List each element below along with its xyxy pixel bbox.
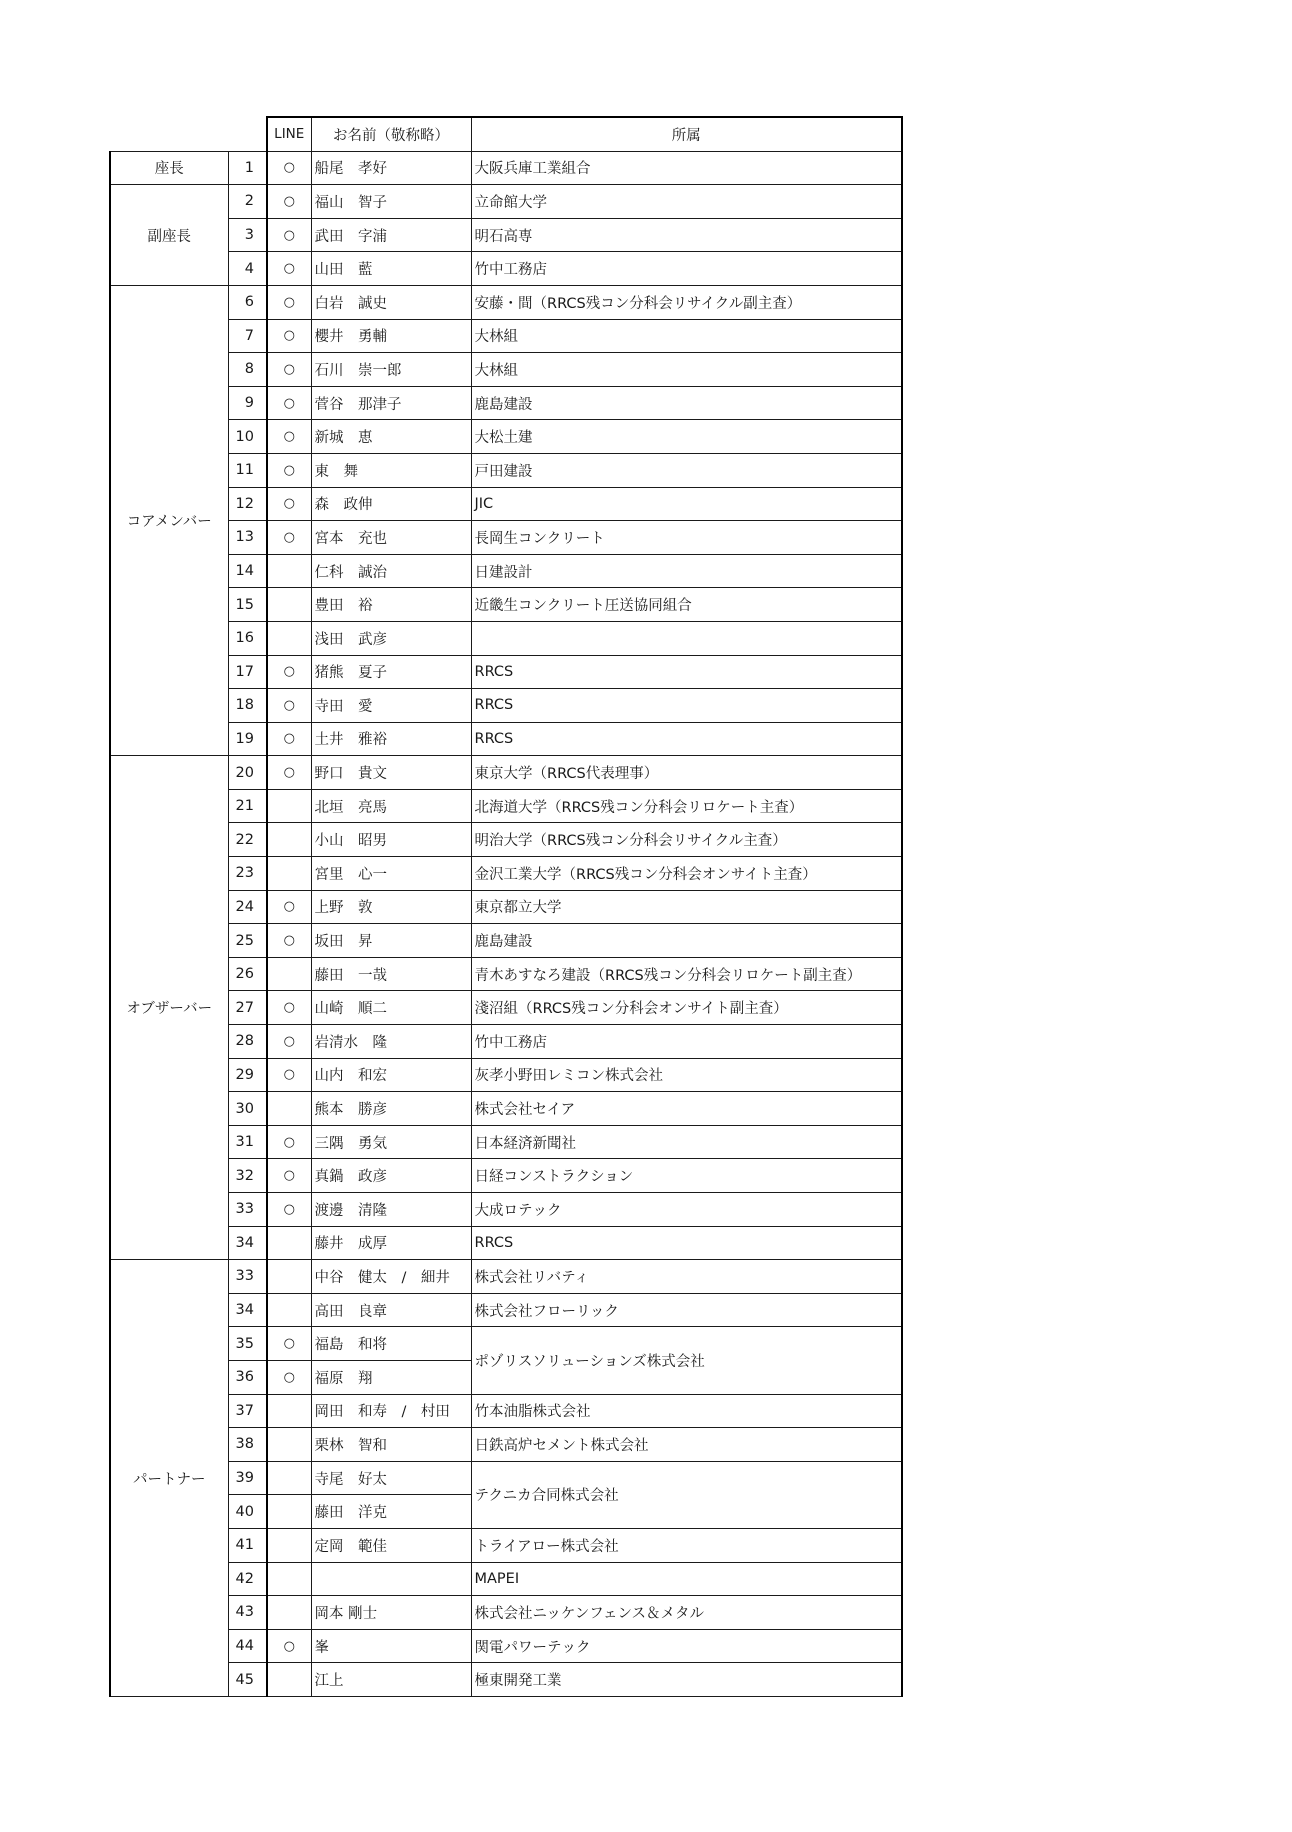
name-cell: 岡田 和寿 / 村田 — [311, 1394, 471, 1428]
number-cell: 32 — [228, 1159, 267, 1193]
name-cell: 藤田 一哉 — [311, 957, 471, 991]
affiliation-cell: 日建設計 — [471, 554, 902, 588]
table-row — [110, 756, 902, 790]
number-cell: 9 — [228, 386, 267, 420]
affiliation-cell: 竹本油脂株式会社 — [471, 1394, 902, 1428]
table-row — [110, 621, 902, 655]
name-cell: 福島 和将 — [311, 1327, 471, 1361]
affiliation-cell: 青木あすなろ建設（RRCS残コン分科会リロケート副主査） — [471, 957, 902, 991]
affiliation-cell: 明治大学（RRCS残コン分科会リサイクル主査） — [471, 823, 902, 857]
line-cell: ○ — [267, 722, 311, 756]
table-row — [110, 722, 902, 756]
number-cell: 15 — [228, 588, 267, 622]
number-cell: 39 — [228, 1461, 267, 1495]
table-row — [110, 487, 902, 521]
table-row — [110, 789, 902, 823]
name-cell: 山内 和宏 — [311, 1058, 471, 1092]
table-row — [110, 1159, 902, 1193]
table-row — [110, 1629, 902, 1663]
number-cell: 42 — [228, 1562, 267, 1596]
number-cell: 19 — [228, 722, 267, 756]
line-cell — [267, 1562, 311, 1596]
table-row — [110, 1663, 902, 1697]
affiliation-cell: RRCS — [471, 655, 902, 689]
affiliation-cell: 東京大学（RRCS代表理事） — [471, 756, 902, 790]
name-cell: 森 政伸 — [311, 487, 471, 521]
line-cell: ○ — [267, 1327, 311, 1361]
affiliation-cell: 日鉄高炉セメント株式会社 — [471, 1428, 902, 1462]
number-cell: 29 — [228, 1058, 267, 1092]
affiliation-cell: 灰孝小野田レミコン株式会社 — [471, 1058, 902, 1092]
name-cell: 浅田 武彦 — [311, 621, 471, 655]
line-cell — [267, 1596, 311, 1630]
number-cell: 43 — [228, 1596, 267, 1630]
number-cell: 33 — [228, 1193, 267, 1227]
table-row — [110, 353, 902, 387]
name-cell: 三隅 勇気 — [311, 1125, 471, 1159]
number-cell: 34 — [228, 1226, 267, 1260]
number-cell: 28 — [228, 1025, 267, 1059]
name-cell: 宮本 充也 — [311, 521, 471, 555]
affiliation-cell: JIC — [471, 487, 902, 521]
line-cell: ○ — [267, 1125, 311, 1159]
affiliation-cell: 金沢工業大学（RRCS残コン分科会オンサイト主査） — [471, 857, 902, 891]
number-cell: 11 — [228, 453, 267, 487]
line-cell: ○ — [267, 1629, 311, 1663]
affiliation-cell: 安藤・間（RRCS残コン分科会リサイクル副主査） — [471, 285, 902, 319]
affiliation-cell: MAPEI — [471, 1562, 902, 1596]
table-row — [110, 1125, 902, 1159]
affiliation-cell: 大林組 — [471, 353, 902, 387]
number-cell: 20 — [228, 756, 267, 790]
line-cell: ○ — [267, 252, 311, 286]
table-row — [110, 823, 902, 857]
affiliation-cell: RRCS — [471, 1226, 902, 1260]
name-cell: 櫻井 勇輔 — [311, 319, 471, 353]
name-cell: 藤田 洋克 — [311, 1495, 471, 1529]
affiliation-cell: 明石高専 — [471, 218, 902, 252]
affiliation-cell: 大阪兵庫工業組合 — [471, 151, 902, 185]
name-cell: 豊田 裕 — [311, 588, 471, 622]
number-cell: 41 — [228, 1528, 267, 1562]
affiliation-cell: 鹿島建設 — [471, 924, 902, 958]
name-cell: 土井 雅裕 — [311, 722, 471, 756]
line-cell: ○ — [267, 1360, 311, 1394]
number-cell: 22 — [228, 823, 267, 857]
table-row — [110, 1461, 902, 1495]
name-cell: 坂田 昇 — [311, 924, 471, 958]
role-cell: オブザーバー — [110, 756, 228, 1260]
affiliation-cell: 大林組 — [471, 319, 902, 353]
line-cell — [267, 1428, 311, 1462]
table-row — [110, 588, 902, 622]
table-row — [110, 924, 902, 958]
role-cell: コアメンバー — [110, 285, 228, 755]
line-cell: ○ — [267, 521, 311, 555]
table-row — [110, 319, 902, 353]
number-cell: 13 — [228, 521, 267, 555]
table-row — [110, 1428, 902, 1462]
line-cell — [267, 1528, 311, 1562]
line-cell — [267, 1461, 311, 1495]
table-row — [110, 1293, 902, 1327]
affiliation-cell: 大成ロテック — [471, 1193, 902, 1227]
role-cell: 副座長 — [110, 185, 228, 286]
name-cell: 峯 — [311, 1629, 471, 1663]
line-cell — [267, 588, 311, 622]
affiliation-cell: RRCS — [471, 689, 902, 723]
name-cell: 白岩 誠史 — [311, 285, 471, 319]
number-cell: 3 — [228, 218, 267, 252]
name-cell: 福山 智子 — [311, 185, 471, 219]
affiliation-cell: 株式会社ニッケンフェンス＆メタル — [471, 1596, 902, 1630]
number-cell: 6 — [228, 285, 267, 319]
table-row — [110, 453, 902, 487]
table-row — [110, 1562, 902, 1596]
line-cell: ○ — [267, 353, 311, 387]
name-cell: 栗林 智和 — [311, 1428, 471, 1462]
member-roster-table — [109, 116, 903, 1697]
table-row — [110, 689, 902, 723]
name-cell: 寺田 愛 — [311, 689, 471, 723]
table-row — [110, 1025, 902, 1059]
number-cell: 24 — [228, 890, 267, 924]
affiliation-cell: 淺沼組（RRCS残コン分科会オンサイト副主査） — [471, 991, 902, 1025]
name-cell: 渡邊 清隆 — [311, 1193, 471, 1227]
number-cell: 34 — [228, 1293, 267, 1327]
name-cell: 寺尾 好太 — [311, 1461, 471, 1495]
table-row — [110, 655, 902, 689]
affiliation-cell: 長岡生コンクリート — [471, 521, 902, 555]
name-cell: 高田 良章 — [311, 1293, 471, 1327]
line-cell — [267, 1293, 311, 1327]
name-cell: 船尾 孝好 — [311, 151, 471, 185]
affiliation-cell: 極東開発工業 — [471, 1663, 902, 1697]
number-cell: 16 — [228, 621, 267, 655]
number-cell: 25 — [228, 924, 267, 958]
name-cell: 東 舞 — [311, 453, 471, 487]
header-line: LINE — [267, 117, 311, 151]
name-cell: 北垣 亮馬 — [311, 789, 471, 823]
line-cell: ○ — [267, 487, 311, 521]
role-cell: パートナー — [110, 1260, 228, 1697]
affiliation-cell: トライアロー株式会社 — [471, 1528, 902, 1562]
number-cell: 44 — [228, 1629, 267, 1663]
line-cell: ○ — [267, 924, 311, 958]
line-cell: ○ — [267, 319, 311, 353]
header-name: お名前（敬称略） — [311, 117, 471, 151]
number-cell: 10 — [228, 420, 267, 454]
affiliation-cell: 日経コンストラクション — [471, 1159, 902, 1193]
number-cell: 45 — [228, 1663, 267, 1697]
name-cell: 仁科 誠治 — [311, 554, 471, 588]
line-cell: ○ — [267, 218, 311, 252]
line-cell — [267, 1226, 311, 1260]
table-row — [110, 1260, 902, 1294]
name-cell: 山崎 順二 — [311, 991, 471, 1025]
affiliation-cell: RRCS — [471, 722, 902, 756]
number-cell: 31 — [228, 1125, 267, 1159]
name-cell: 熊本 勝彦 — [311, 1092, 471, 1126]
affiliation-cell: 北海道大学（RRCS残コン分科会リロケート主査） — [471, 789, 902, 823]
table-row — [110, 218, 902, 252]
name-cell: 定岡 範佳 — [311, 1528, 471, 1562]
line-cell: ○ — [267, 756, 311, 790]
affiliation-cell: 戸田建設 — [471, 453, 902, 487]
affiliation-cell: 大松土建 — [471, 420, 902, 454]
table-row — [110, 420, 902, 454]
table-row — [110, 1058, 902, 1092]
name-cell: 石川 崇一郎 — [311, 353, 471, 387]
affiliation-cell: 立命館大学 — [471, 185, 902, 219]
name-cell — [311, 1562, 471, 1596]
affiliation-cell: 竹中工務店 — [471, 252, 902, 286]
line-cell — [267, 789, 311, 823]
line-cell: ○ — [267, 991, 311, 1025]
table-row — [110, 285, 902, 319]
number-cell: 4 — [228, 252, 267, 286]
table-row — [110, 1596, 902, 1630]
line-cell: ○ — [267, 1025, 311, 1059]
line-cell: ○ — [267, 151, 311, 185]
table-row — [110, 151, 902, 185]
number-cell: 36 — [228, 1360, 267, 1394]
table-row — [110, 521, 902, 555]
affiliation-cell: 関電パワーテック — [471, 1629, 902, 1663]
line-cell — [267, 1260, 311, 1294]
name-cell: 中谷 健太 / 細井 — [311, 1260, 471, 1294]
number-cell: 17 — [228, 655, 267, 689]
number-cell: 30 — [228, 1092, 267, 1126]
line-cell: ○ — [267, 185, 311, 219]
line-cell: ○ — [267, 285, 311, 319]
number-cell: 18 — [228, 689, 267, 723]
line-cell: ○ — [267, 1159, 311, 1193]
line-cell: ○ — [267, 689, 311, 723]
name-cell: 野口 貴文 — [311, 756, 471, 790]
name-cell: 江上 — [311, 1663, 471, 1697]
number-cell: 23 — [228, 857, 267, 891]
number-cell: 33 — [228, 1260, 267, 1294]
affiliation-cell: 株式会社リバティ — [471, 1260, 902, 1294]
number-cell: 27 — [228, 991, 267, 1025]
line-cell: ○ — [267, 453, 311, 487]
name-cell: 岡本 剛士 — [311, 1596, 471, 1630]
role-cell: 座長 — [110, 151, 228, 185]
affiliation-cell: 日本経済新聞社 — [471, 1125, 902, 1159]
line-cell — [267, 857, 311, 891]
name-cell: 小山 昭男 — [311, 823, 471, 857]
number-cell: 7 — [228, 319, 267, 353]
name-cell: 新城 恵 — [311, 420, 471, 454]
name-cell: 岩清水 隆 — [311, 1025, 471, 1059]
number-cell: 26 — [228, 957, 267, 991]
table-row — [110, 252, 902, 286]
name-cell: 藤井 成厚 — [311, 1226, 471, 1260]
affiliation-cell: 竹中工務店 — [471, 1025, 902, 1059]
header-row — [110, 117, 902, 151]
line-cell — [267, 621, 311, 655]
number-cell: 37 — [228, 1394, 267, 1428]
line-cell — [267, 554, 311, 588]
number-cell: 21 — [228, 789, 267, 823]
line-cell: ○ — [267, 1058, 311, 1092]
table-row — [110, 991, 902, 1025]
affiliation-cell: 東京都立大学 — [471, 890, 902, 924]
table-row — [110, 386, 902, 420]
table-row — [110, 1528, 902, 1562]
table-row — [110, 890, 902, 924]
number-cell: 8 — [228, 353, 267, 387]
table-row — [110, 1327, 902, 1361]
line-cell: ○ — [267, 420, 311, 454]
line-cell — [267, 1092, 311, 1126]
affiliation-cell — [471, 621, 902, 655]
table-row — [110, 1226, 902, 1260]
header-affiliation: 所属 — [471, 117, 902, 151]
number-cell: 38 — [228, 1428, 267, 1462]
number-cell: 12 — [228, 487, 267, 521]
affiliation-cell: ポゾリスソリューションズ株式会社 — [471, 1327, 902, 1394]
line-cell: ○ — [267, 655, 311, 689]
affiliation-cell: 株式会社フローリック — [471, 1293, 902, 1327]
number-cell: 35 — [228, 1327, 267, 1361]
name-cell: 上野 敦 — [311, 890, 471, 924]
number-cell: 14 — [228, 554, 267, 588]
table-row — [110, 185, 902, 219]
number-cell: 40 — [228, 1495, 267, 1529]
line-cell — [267, 1394, 311, 1428]
table-row — [110, 957, 902, 991]
table-row — [110, 554, 902, 588]
name-cell: 武田 字浦 — [311, 218, 471, 252]
table-row — [110, 857, 902, 891]
number-cell: 1 — [228, 151, 267, 185]
line-cell: ○ — [267, 1193, 311, 1227]
name-cell: 山田 藍 — [311, 252, 471, 286]
line-cell — [267, 823, 311, 857]
table-row — [110, 1092, 902, 1126]
line-cell — [267, 957, 311, 991]
affiliation-cell: 株式会社セイア — [471, 1092, 902, 1126]
name-cell: 猪熊 夏子 — [311, 655, 471, 689]
affiliation-cell: テクニカ合同株式会社 — [471, 1461, 902, 1528]
header-blank — [110, 117, 267, 151]
line-cell: ○ — [267, 386, 311, 420]
roster-body — [110, 117, 902, 1696]
name-cell: 宮里 心一 — [311, 857, 471, 891]
affiliation-cell: 近畿生コンクリート圧送協同組合 — [471, 588, 902, 622]
table-row — [110, 1394, 902, 1428]
number-cell: 2 — [228, 185, 267, 219]
name-cell: 真鍋 政彦 — [311, 1159, 471, 1193]
table-row — [110, 1193, 902, 1227]
line-cell: ○ — [267, 890, 311, 924]
name-cell: 福原 翔 — [311, 1360, 471, 1394]
line-cell — [267, 1663, 311, 1697]
line-cell — [267, 1495, 311, 1529]
affiliation-cell: 鹿島建設 — [471, 386, 902, 420]
name-cell: 菅谷 那津子 — [311, 386, 471, 420]
